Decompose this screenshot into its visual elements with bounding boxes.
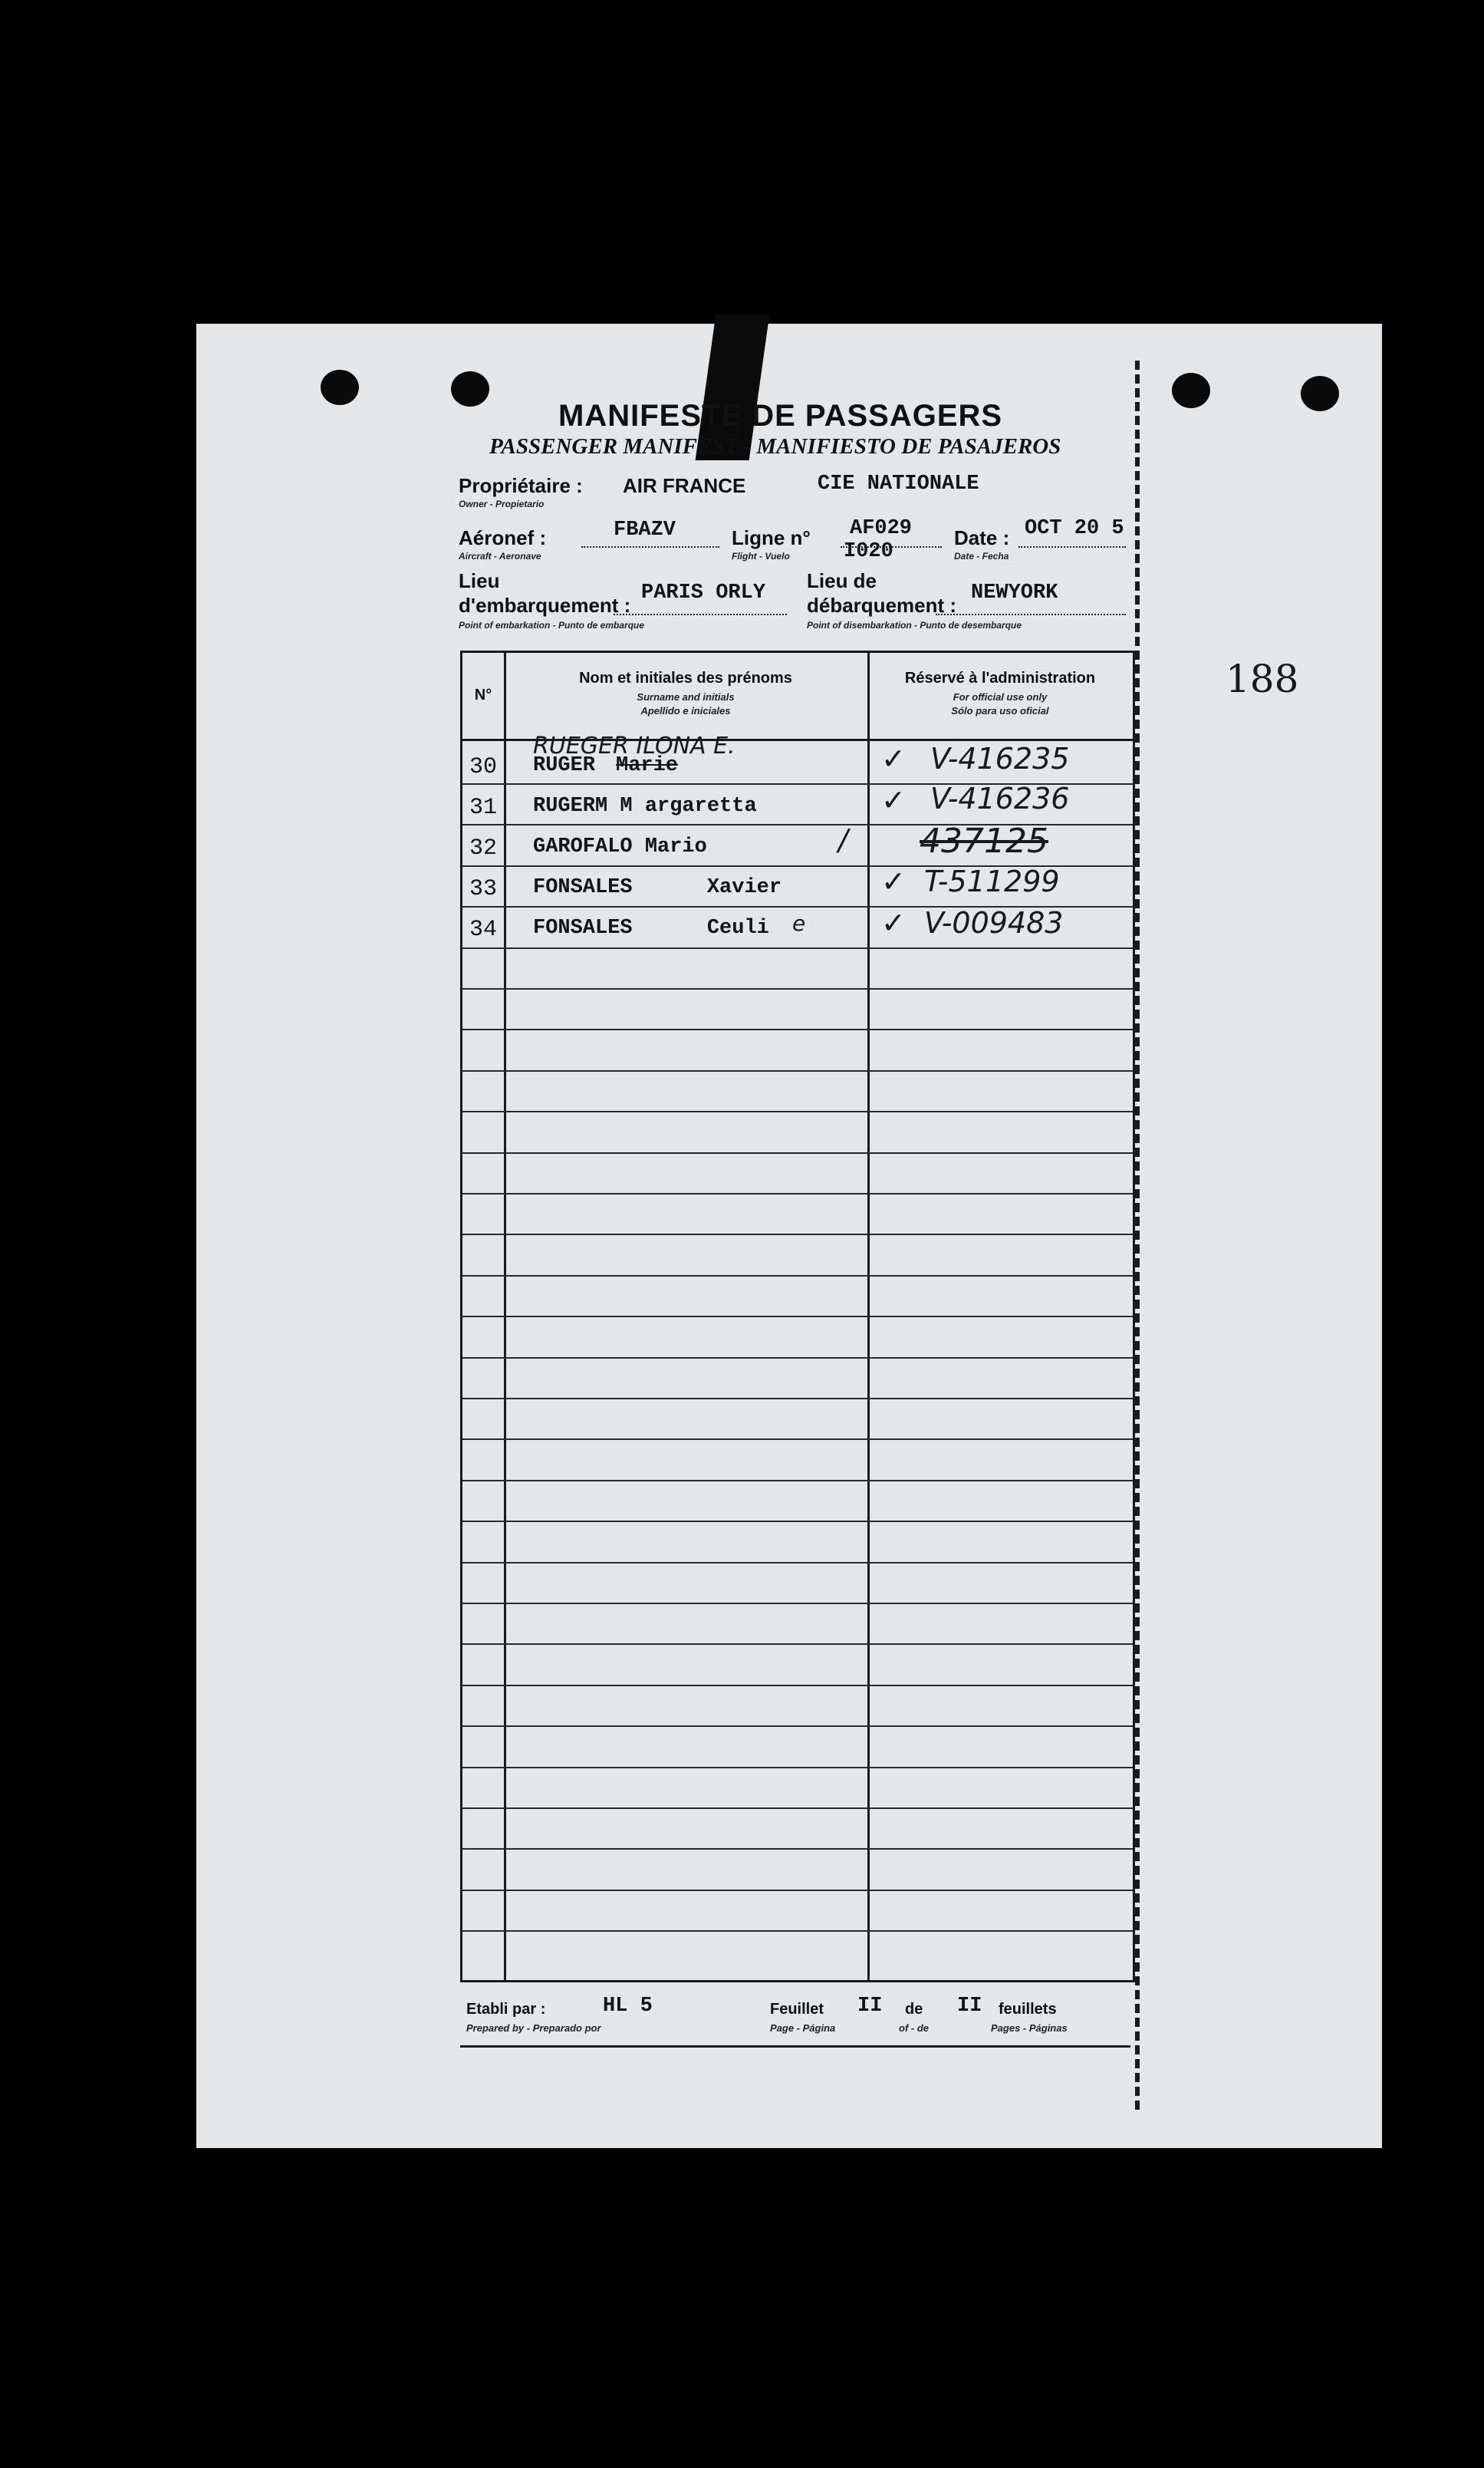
row-33-name: FONSALES Xavier bbox=[533, 876, 782, 899]
manifest-subtitle: PASSENGER MANIFEST - MANIFIESTO DE PASAJEROS bbox=[489, 434, 1061, 459]
owner-label: Propriétaire : bbox=[459, 474, 583, 497]
table-row-rule bbox=[462, 1357, 1133, 1359]
date-sublabel: Date - Fecha bbox=[954, 551, 1009, 562]
row-34-number: 34 bbox=[469, 917, 497, 943]
owner-sublabel: Owner - Propietario bbox=[459, 499, 545, 509]
table-row-rule bbox=[462, 1848, 1133, 1850]
row-31-checkmark: ✓ bbox=[881, 783, 906, 817]
punch-hole bbox=[1301, 376, 1339, 411]
table-row-rule bbox=[462, 947, 1133, 949]
date-value: OCT 20 5 bbox=[1025, 517, 1124, 540]
sheet-value: II bbox=[857, 1995, 883, 2018]
flight-sublabel: Flight - Vuelo bbox=[732, 551, 790, 562]
sheets-sublabel: Pages - Páginas bbox=[991, 2022, 1068, 2034]
prepared-label: Etabli par : bbox=[466, 2001, 546, 2018]
embarkation-line bbox=[614, 614, 787, 615]
row-31-number: 31 bbox=[469, 795, 497, 821]
row-30-name: RUGER bbox=[533, 754, 596, 777]
table-row-rule bbox=[462, 1234, 1133, 1235]
sheets-label: feuillets bbox=[999, 2001, 1057, 2018]
row-34-checkmark: ✓ bbox=[881, 906, 906, 940]
col-no-header: N° bbox=[474, 687, 492, 703]
row-34-handwritten-suffix: e bbox=[792, 911, 806, 936]
flight-label: Ligne n° bbox=[732, 526, 811, 549]
row-32-number: 32 bbox=[469, 835, 497, 862]
col-admin-header: Réservé à l'administration bbox=[904, 670, 1096, 687]
row-33-checkmark: ✓ bbox=[881, 865, 906, 898]
table-row-rule bbox=[462, 1111, 1133, 1112]
disembarkation-value: NEWYORK bbox=[971, 582, 1058, 605]
row-33-admin: T-511299 bbox=[924, 865, 1060, 898]
table-row-rule bbox=[462, 1562, 1133, 1564]
owner-value: CIE NATIONALE bbox=[818, 473, 979, 496]
table-row-rule bbox=[462, 1930, 1133, 1932]
row-31-name: RUGERM M argaretta bbox=[533, 795, 757, 818]
table-row-rule bbox=[462, 1890, 1133, 1891]
col-name-sub-1: Surname and initials bbox=[637, 691, 735, 703]
col-admin-sub-2: Sólo para uso oficial bbox=[951, 705, 1049, 717]
embarkation-value: PARIS ORLY bbox=[641, 582, 766, 605]
table-row-rule bbox=[462, 988, 1133, 990]
table-row-rule bbox=[462, 1316, 1133, 1317]
row-30-admin: V-416235 bbox=[930, 742, 1070, 776]
manifest-footer bbox=[460, 1992, 1130, 2048]
disembarkation-sublabel: Point of disembarkation - Punto de desembarque bbox=[807, 620, 1022, 631]
table-row-rule bbox=[462, 1438, 1133, 1440]
owner-company: AIR FRANCE bbox=[623, 474, 746, 497]
embarkation-label-1: Lieu bbox=[459, 569, 500, 592]
col-admin-sub-1: For official use only bbox=[953, 691, 1048, 703]
flight-value: AF029 bbox=[850, 517, 913, 540]
table-row-rule bbox=[462, 1070, 1133, 1072]
sheet-label: Feuillet bbox=[770, 2001, 824, 2018]
of-label: de bbox=[905, 2001, 923, 2018]
date-label: Date : bbox=[954, 526, 1010, 549]
page-number: 188 bbox=[1226, 657, 1299, 701]
flight-value-2: I020 bbox=[844, 540, 893, 563]
perforation-line bbox=[1135, 361, 1140, 2110]
table-row-rule bbox=[462, 1152, 1133, 1154]
sheet-sublabel: Page - Página bbox=[770, 2022, 836, 2034]
row-32-checkmark: / bbox=[838, 823, 848, 857]
disembarkation-line bbox=[936, 614, 1126, 615]
date-line bbox=[1018, 546, 1126, 548]
row-32-admin: 437125 bbox=[920, 822, 1048, 861]
punch-hole bbox=[321, 370, 359, 405]
disembarkation-label-2: débarquement : bbox=[807, 594, 957, 617]
table-row-rule bbox=[462, 1725, 1133, 1727]
embarkation-label-2: d'embarquement : bbox=[459, 594, 631, 617]
table-row-rule bbox=[462, 1807, 1133, 1809]
table-row-rule bbox=[462, 1193, 1133, 1194]
row-30-checkmark: ✓ bbox=[881, 742, 906, 776]
embarkation-sublabel: Point of embarkation - Punto de embarque bbox=[459, 620, 645, 631]
disembarkation-label-1: Lieu de bbox=[807, 569, 877, 592]
row-30-number: 30 bbox=[469, 754, 497, 780]
table-row-rule bbox=[462, 1029, 1133, 1030]
col-name-header: Nom et initiales des prénoms bbox=[579, 670, 792, 687]
table-row-rule bbox=[462, 1398, 1133, 1399]
row-30-name-struck: Marie bbox=[616, 754, 679, 777]
aircraft-value: FBAZV bbox=[614, 519, 676, 542]
passenger-table bbox=[460, 651, 1135, 1982]
table-row-rule bbox=[462, 1685, 1133, 1686]
aircraft-sublabel: Aircraft - Aeronave bbox=[459, 551, 541, 562]
aircraft-label: Aéronef : bbox=[459, 526, 547, 549]
prepared-sublabel: Prepared by - Preparado por bbox=[466, 2022, 601, 2034]
table-row-rule bbox=[462, 1767, 1133, 1768]
aircraft-line bbox=[581, 546, 719, 548]
table-row-rule bbox=[462, 1603, 1133, 1604]
row-34-admin: V-009483 bbox=[924, 906, 1064, 940]
table-row-rule bbox=[462, 1643, 1133, 1645]
of-sublabel: of - de bbox=[899, 2022, 929, 2034]
punch-hole bbox=[451, 371, 489, 407]
of-value: II bbox=[957, 1995, 982, 2018]
table-row-rule bbox=[462, 1275, 1133, 1277]
manifest-title: MANIFESTE DE PASSAGERS bbox=[558, 399, 1003, 433]
row-34-name: FONSALES Ceuli bbox=[533, 917, 769, 940]
row-33-number: 33 bbox=[469, 876, 497, 902]
table-row-rule bbox=[462, 1480, 1133, 1481]
prepared-value: HL 5 bbox=[603, 1995, 653, 2018]
row-31-admin: V-416236 bbox=[930, 782, 1070, 816]
col-name-sub-2: Apellido e iniciales bbox=[640, 705, 731, 717]
row-30-handwritten-name: RUEGER ILONA E. bbox=[533, 733, 735, 760]
row-32-name: GAROFALO Mario bbox=[533, 835, 707, 858]
table-row-rule bbox=[462, 1521, 1133, 1522]
punch-hole bbox=[1172, 373, 1210, 408]
